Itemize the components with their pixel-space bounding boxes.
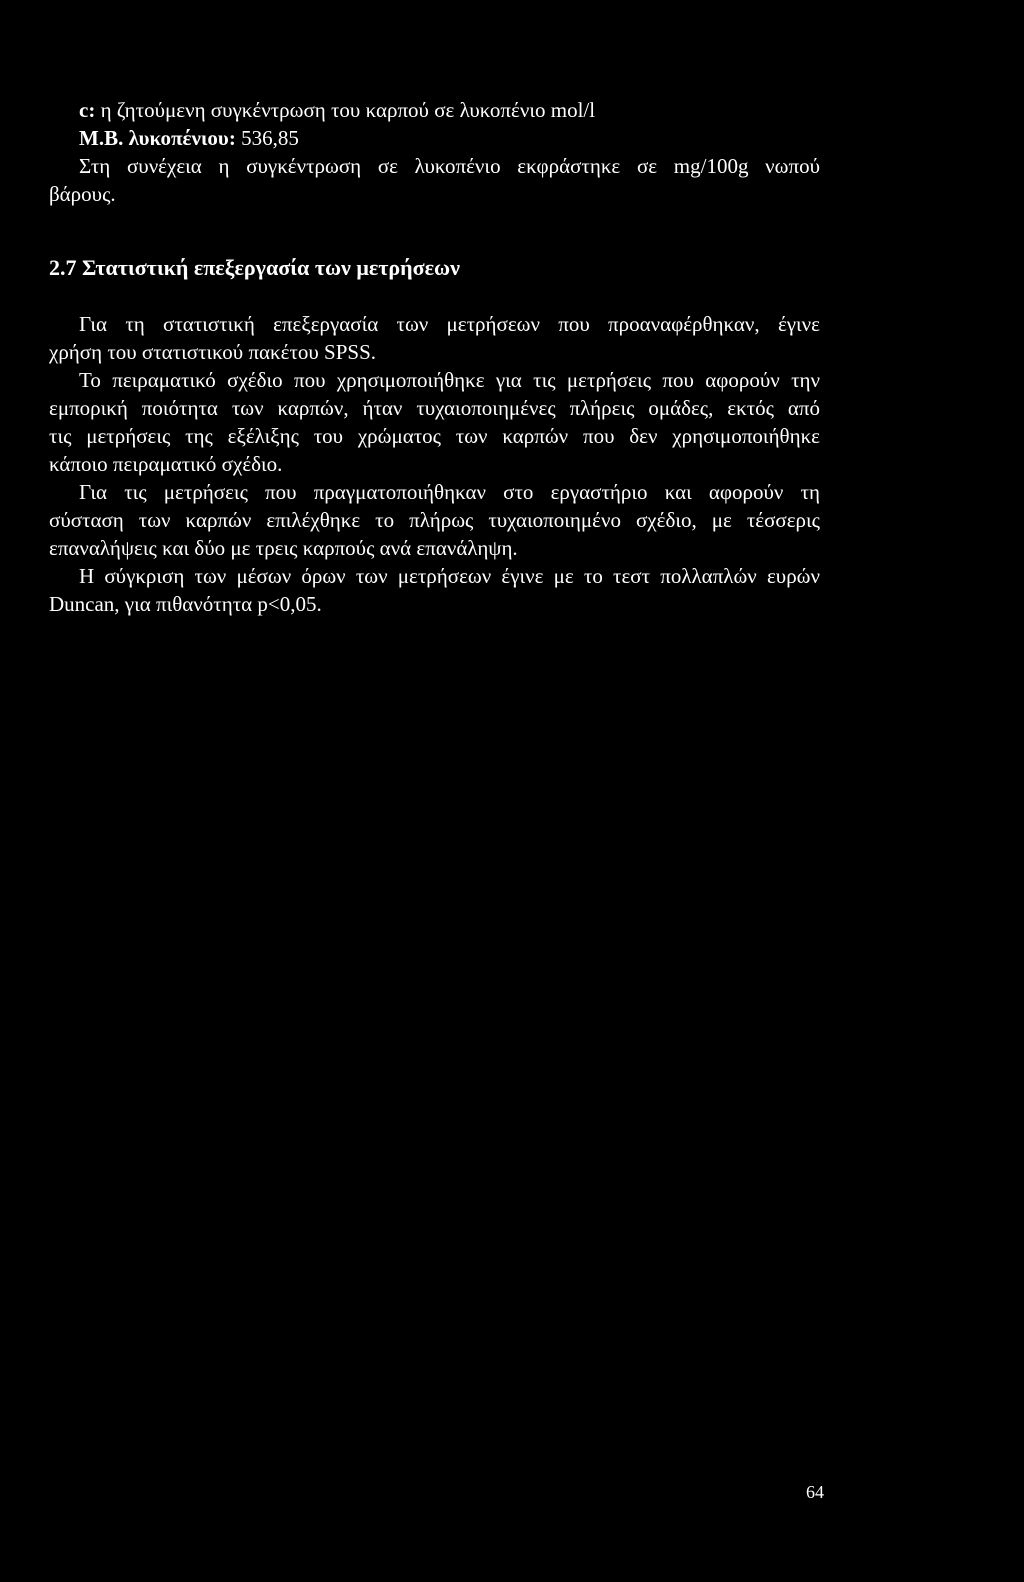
definition-mb-text: 536,85 <box>235 126 299 150</box>
definition-molecular-weight <box>79 124 299 152</box>
definition-c <box>79 96 595 124</box>
paragraph-3-line-2: σύσταση των καρπών επιλέχθηκε το πλήρως τυχαιοποιημένο σχέδιο, με τέσσερις <box>49 508 820 532</box>
definition-c-label: c: <box>79 98 96 122</box>
paragraph-2-line-2: εμπορική ποιότητα των καρπών, ήταν τυχαιοποιημένες πλήρεις ομάδες, εκτός από <box>49 396 820 420</box>
page-number: 64 <box>806 1482 824 1502</box>
definition-mb-label: Μ.Β. λυκοπένιου: <box>79 126 236 150</box>
paragraph-2-line-3: τις μετρήσεις της εξέλιξης του χρώματος των καρπών που δεν χρησιμοποιήθηκε <box>49 424 820 448</box>
paragraph-4-line-1: Η σύγκριση των μέσων όρων των μετρήσεων έγινε με το τεστ πολλαπλών ευρών <box>79 564 820 588</box>
conversion-line-1: Στη συνέχεια η συγκέντρωση σε λυκοπένιο εκφράστηκε σε mg/100g νωπού <box>79 154 820 178</box>
paragraph-2-line-1: Το πειραματικό σχέδιο που χρησιμοποιήθηκε για τις μετρήσεις που αφορούν την <box>79 368 820 392</box>
paragraph-1-line-1: Για τη στατιστική επεξεργασία των μετρήσεων που προαναφέρθηκαν, έγινε <box>79 312 820 336</box>
paragraph-3-line-3: επαναλήψεις και δύο με τρεις καρπούς ανά επανάληψη. <box>49 536 518 560</box>
paragraph-1-line-2: χρήση του στατιστικού πακέτου SPSS. <box>49 340 377 364</box>
paragraph-2-line-4: κάποιο πειραματικό σχέδιο. <box>49 452 283 476</box>
conversion-line-2: βάρους. <box>49 182 116 206</box>
section-heading: 2.7 Στατιστική επεξεργασία των μετρήσεων <box>49 255 460 280</box>
paragraph-4-line-2: Duncan, για πιθανότητα p<0,05. <box>49 592 322 616</box>
paragraph-3-line-1: Για τις μετρήσεις που πραγματοποιήθηκαν στο εργαστήριο και αφορούν τη <box>79 480 820 504</box>
definition-c-text: η ζητούμενη συγκέντρωση του καρπού σε λυκοπένιο mol/l <box>95 98 596 122</box>
